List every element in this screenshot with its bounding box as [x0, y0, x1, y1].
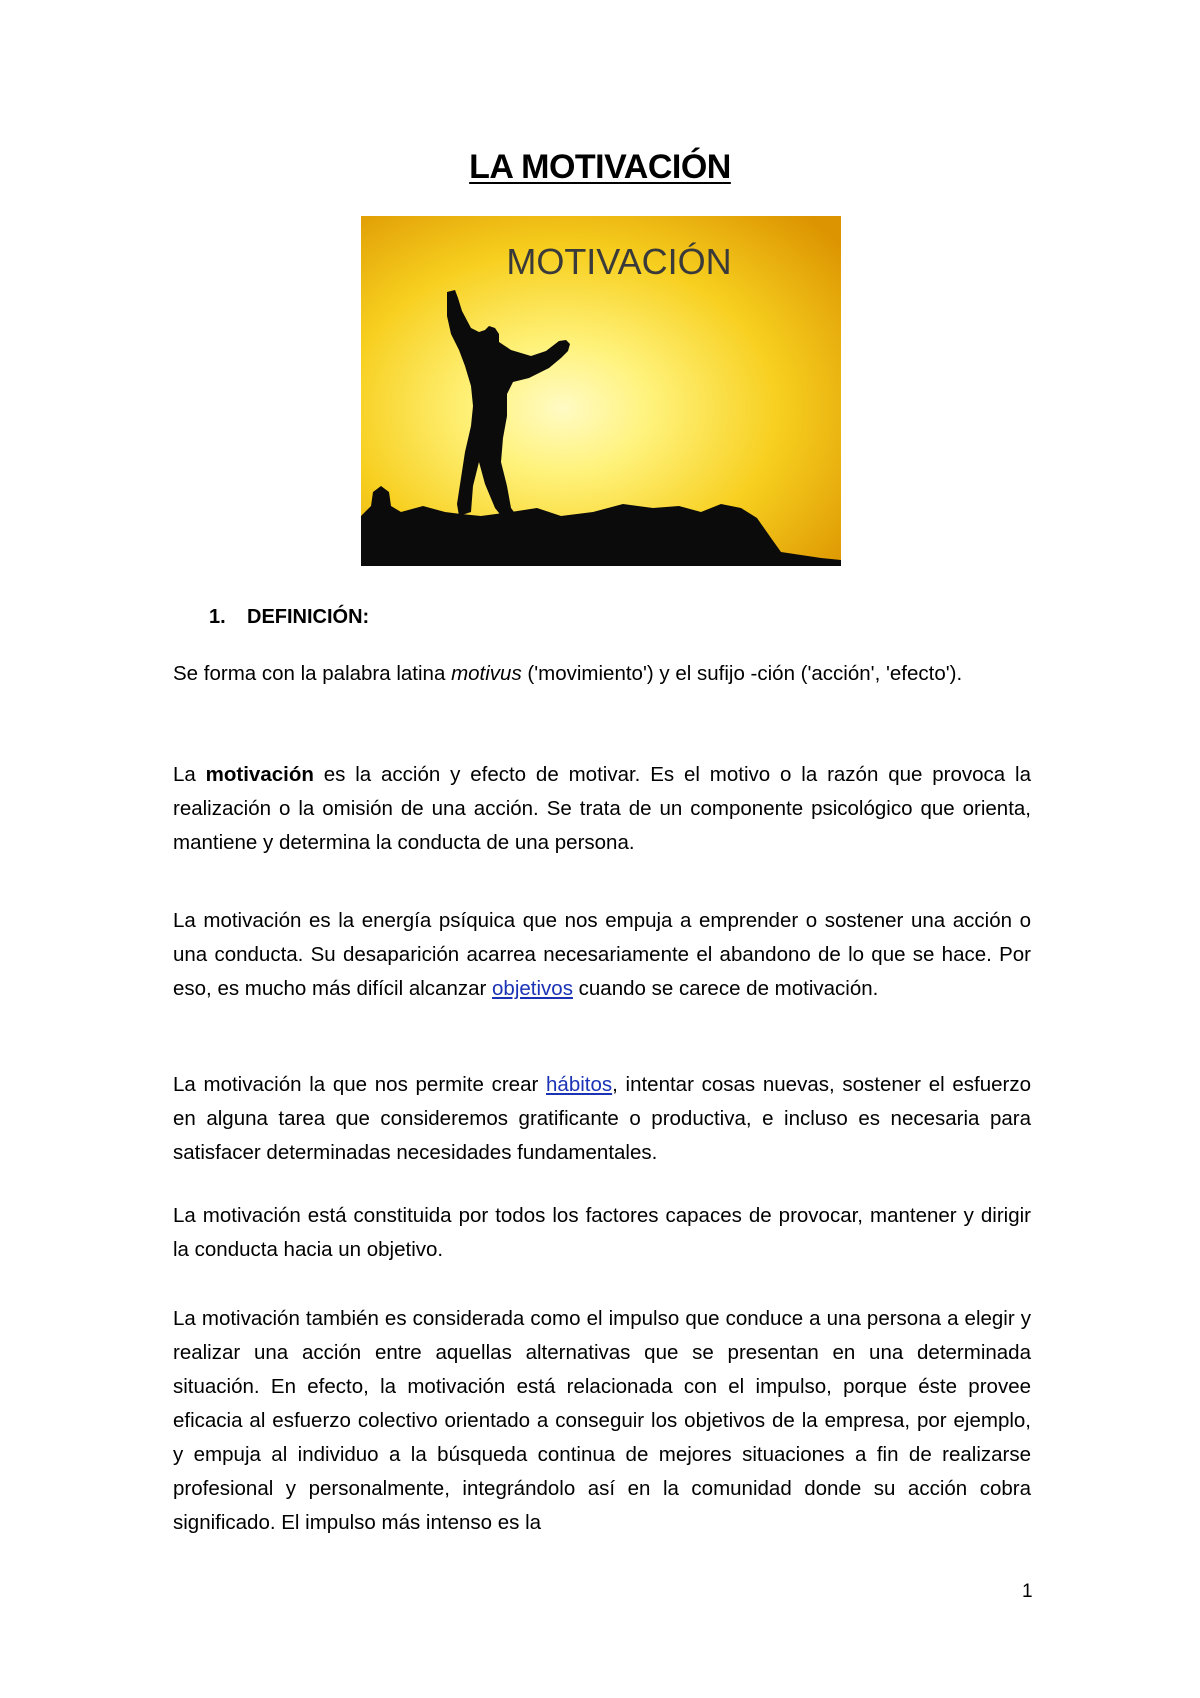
- paragraph-habits: La motivación la que nos permite crear hábitos, intentar cosas nuevas, sostener el esfuerzo en alguna tarea que consideremos gratificante o productiva, e incluso es necesaria para satisfacer determinadas necesidades fundamentales.: [173, 1073, 1031, 1164]
- paragraph-definition: La motivación es la acción y efecto de motivar. Es el motivo o la razón que provoca la realización o la omisión de una acción. Se trata de un componente psicológico que orienta, mantiene y determina la conducta de una persona.: [173, 763, 1031, 854]
- paragraph-etymology: Se forma con la palabra latina motivus ('movimiento') y el sufijo -ción ('acción', 'efecto').: [173, 662, 963, 685]
- motivation-image: [361, 216, 841, 566]
- section-number: 1.: [209, 606, 226, 628]
- section-heading: [209, 606, 369, 629]
- link-habitos[interactable]: hábitos: [546, 1073, 613, 1096]
- paragraph-impulse: La motivación también es considerada como el impulso que conduce a una persona a elegir y realizar una acción entre aquellas alternativas que se presentan en una determinada situación. En efecto, la motivación está relacionada con el impulso, porque éste provee eficacia al esfuerzo colectivo orientado a conseguir los objetivos de la empresa, por ejemplo, y empuja al individuo a la búsqueda continua de mejores situaciones a fin de realizarse profesional y personalmente, integrándolo así en la comunidad donde su acción cobra significado. El impulso más intenso es la: [173, 1307, 1031, 1534]
- section-title: DEFINICIÓN:: [247, 606, 370, 628]
- paragraph-factors: La motivación está constituida por todos los factores capaces de provocar, mantener y dirigir la conducta hacia un objetivo.: [173, 1204, 1031, 1261]
- document-title: LA MOTIVACIÓN: [469, 148, 731, 186]
- paragraph-energy: La motivación es la energía psíquica que nos empuja a emprender o sostener una acción o una conducta. Su desaparición acarrea necesariamente el abandono de lo que se hace. Por eso, es mucho más difícil alcanzar objetivos cuando se carece de motivación.: [173, 909, 1031, 1000]
- image-caption: MOTIVACIÓN: [506, 241, 732, 282]
- link-objetivos[interactable]: objetivos: [492, 977, 573, 1000]
- page-number: 1: [1022, 1581, 1033, 1602]
